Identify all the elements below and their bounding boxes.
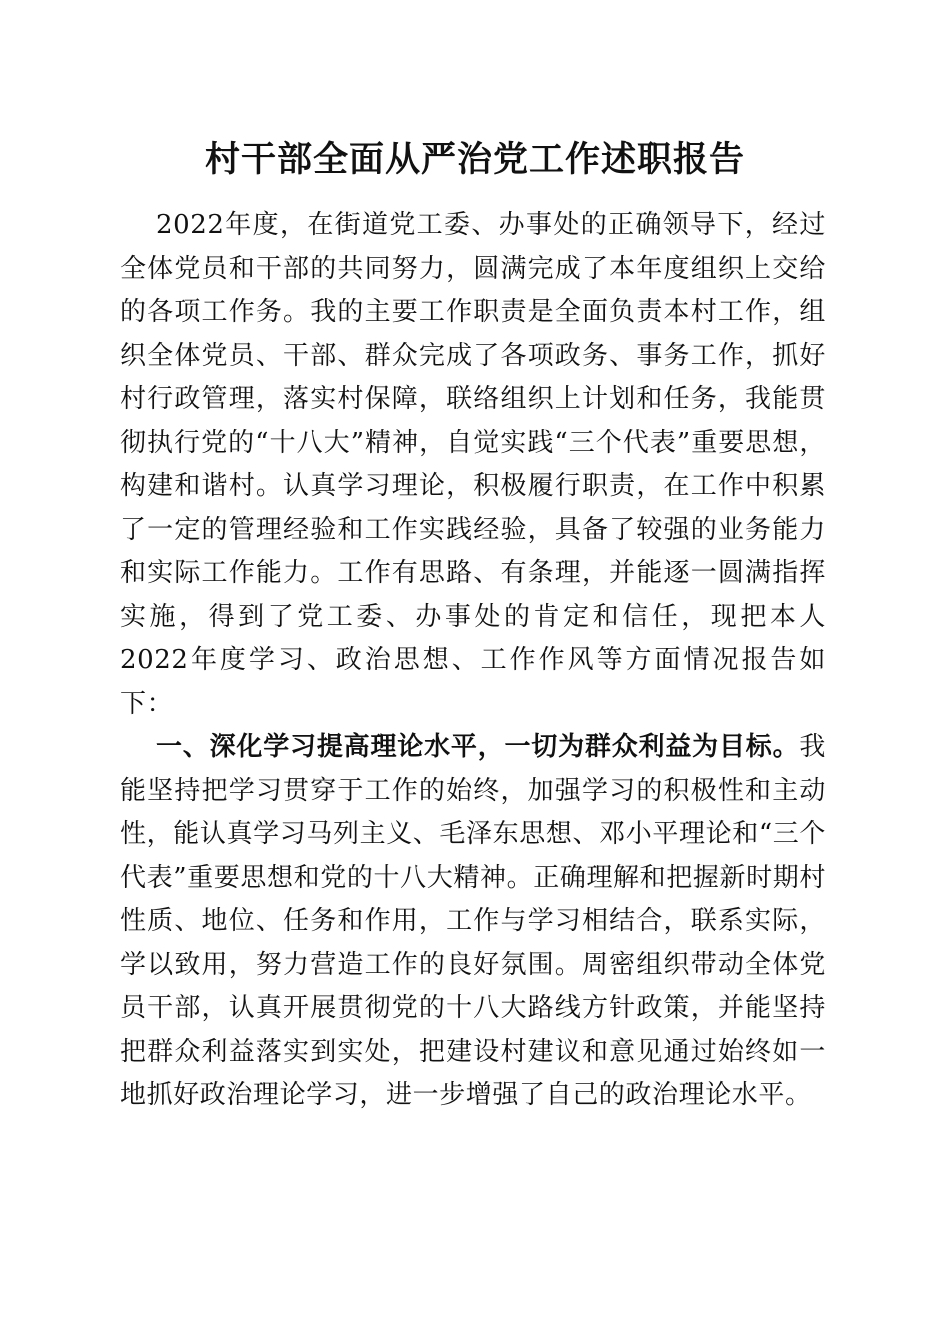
section-1-text: 我能坚持把学习贯穿于工作的始终，加强学习的积极性和主动性，能认真学习马列主义、毛泽东思想、邓小平理论和“三个代表”重要思想和党的十八大精神。正确理解和把握新时期村性质、地位、任务和作用，工作与学习相结合，联系实际，学以致用，努力营造工作的良好氛围。周密组织带动全体党员干部，认真开展贯彻党的十八大路线方针政策，并能坚持把群众利益落实到实处，把建设村建议和意见通过始终如一地抓好政治理论学习，进一步增强了自己的政治理论水平。 (120, 732, 826, 1110)
document-title: 村干部全面从严治党工作述职报告 (204, 139, 745, 180)
section-1-heading: 一、深化学习提高理论水平，一切为群众利益为目标。 (156, 732, 800, 762)
document-body (120, 204, 826, 1118)
intro-paragraph: 2022年度，在街道党工委、办事处的正确领导下，经过全体党员和干部的共同努力，圆满完成了本年度组织上交给的各项工作务。我的主要工作职责是全面负责本村工作，组织全体党员、干部、群众完成了各项政务、事务工作，抓好村行政管理，落实村保障，联络组织上计划和任务，我能贯彻执行党的“十八大”精神，自觉实践“三个代表”重要思想，构建和谐村。认真学习理论，积极履行职责，在工作中积累了一定的管理经验和工作实践经验，具备了较强的业务能力和实际工作能力。工作有思路、有条理，并能逐一圆满指挥实施，得到了党工委、办事处的肯定和信任，现把本人2022年度学习、政治思想、工作作风等方面情况报告如下： (120, 210, 826, 719)
section-1-paragraph (120, 726, 826, 1118)
